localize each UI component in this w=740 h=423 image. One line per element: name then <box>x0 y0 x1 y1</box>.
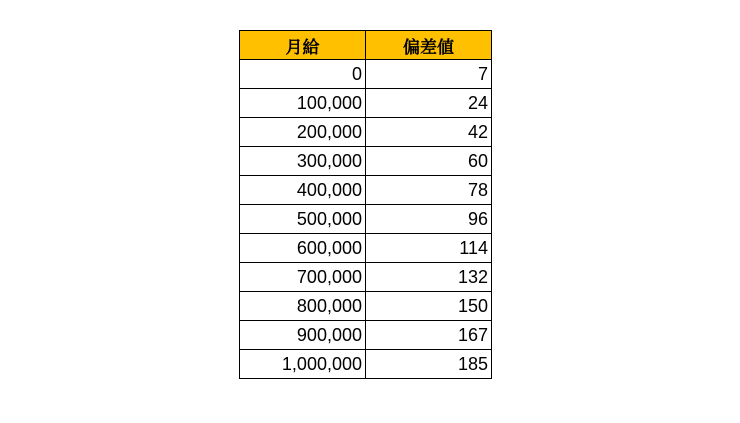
salary-cell: 800,000 <box>240 292 366 321</box>
table-row <box>240 292 492 321</box>
salary-cell: 600,000 <box>240 234 366 263</box>
deviation-cell: 96 <box>366 205 492 234</box>
table-row <box>240 205 492 234</box>
deviation-cell: 78 <box>366 176 492 205</box>
salary-cell: 900,000 <box>240 321 366 350</box>
header-row <box>240 31 492 60</box>
salary-cell: 200,000 <box>240 118 366 147</box>
table-row <box>240 350 492 379</box>
salary-cell: 400,000 <box>240 176 366 205</box>
deviation-cell: 60 <box>366 147 492 176</box>
salary-cell: 100,000 <box>240 89 366 118</box>
table-row <box>240 60 492 89</box>
salary-cell: 1,000,000 <box>240 350 366 379</box>
deviation-cell: 7 <box>366 60 492 89</box>
deviation-cell: 114 <box>366 234 492 263</box>
salary-cell: 0 <box>240 60 366 89</box>
header-monthly-salary: 月給 <box>240 31 366 60</box>
salary-cell: 300,000 <box>240 147 366 176</box>
deviation-cell: 150 <box>366 292 492 321</box>
table-row <box>240 147 492 176</box>
table-row <box>240 263 492 292</box>
deviation-cell: 185 <box>366 350 492 379</box>
header-deviation-value: 偏差値 <box>366 31 492 60</box>
table-row <box>240 89 492 118</box>
deviation-cell: 42 <box>366 118 492 147</box>
table-row <box>240 118 492 147</box>
salary-deviation-table <box>239 30 492 379</box>
table-row <box>240 234 492 263</box>
deviation-cell: 24 <box>366 89 492 118</box>
table-row <box>240 176 492 205</box>
deviation-cell: 167 <box>366 321 492 350</box>
salary-cell: 500,000 <box>240 205 366 234</box>
salary-cell: 700,000 <box>240 263 366 292</box>
table-row <box>240 321 492 350</box>
deviation-cell: 132 <box>366 263 492 292</box>
